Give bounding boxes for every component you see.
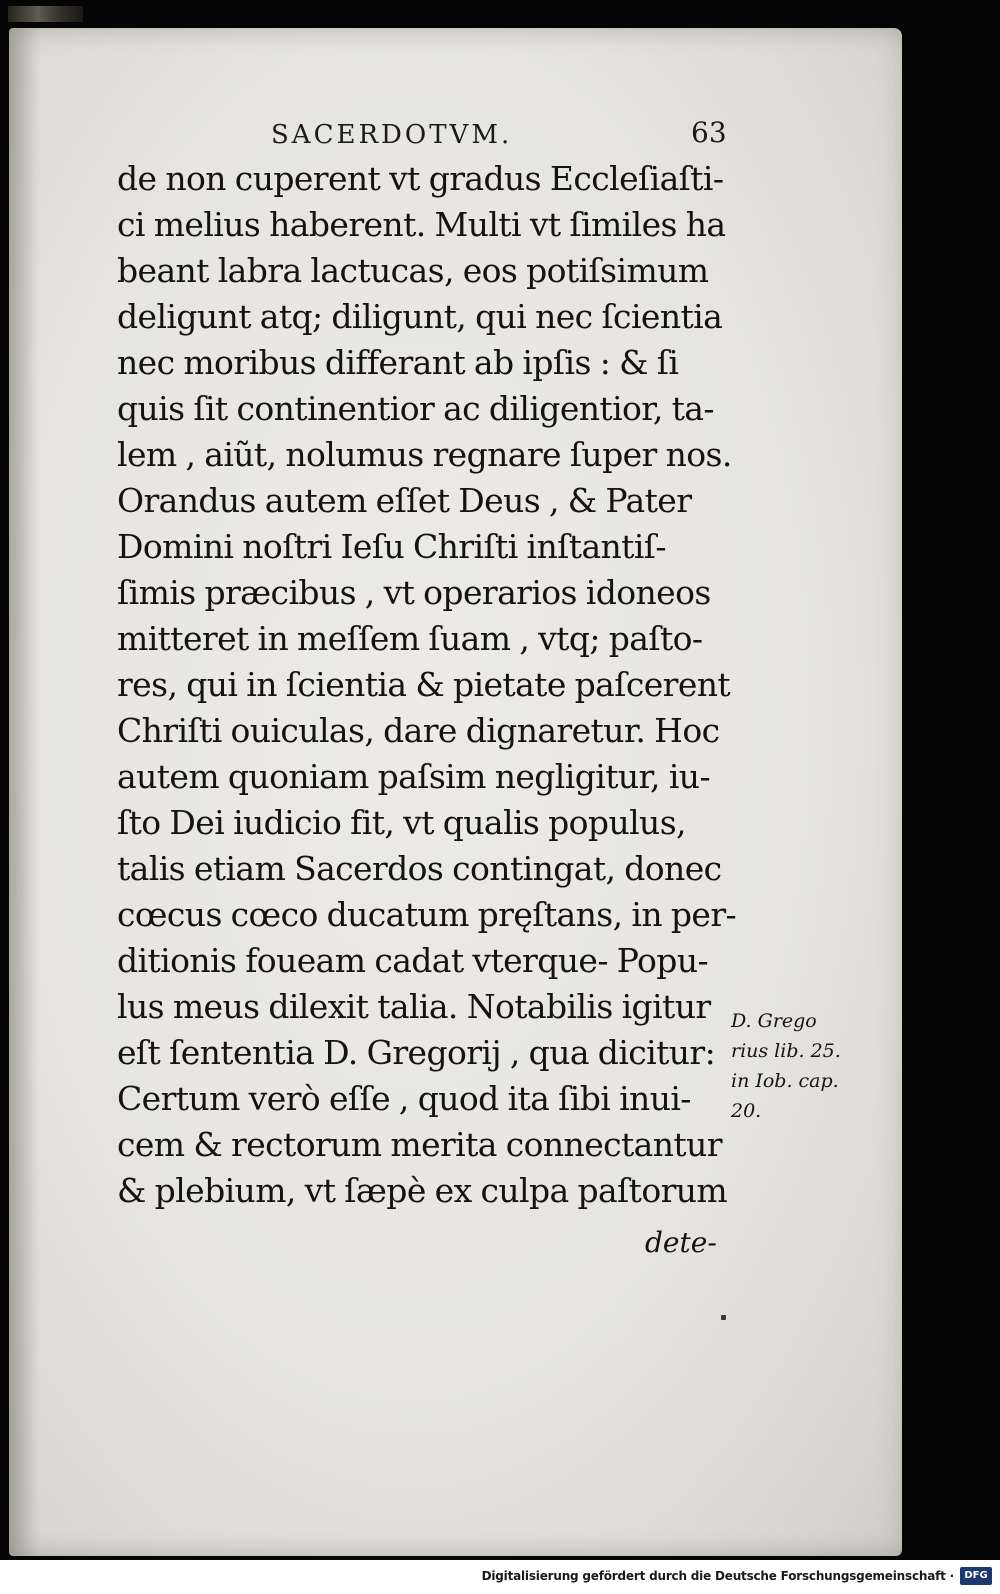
body-text — [117, 156, 737, 1214]
catchword: dete- — [645, 1226, 717, 1259]
text-line: autem quoniam paſsim negligitur, iu- — [117, 757, 710, 796]
text-line: cem & rectorum merita connectantur — [117, 1125, 722, 1164]
text-line: lus meus dilexit talia. Notabilis igitur — [117, 987, 711, 1026]
text-line: ſto Dei iudicio fit, vt qualis populus, — [117, 803, 686, 842]
text-line: beant labra lactucas, eos potiſsimum — [117, 251, 709, 290]
text-line: cœcus cœco ducatum pręſtans, in per- — [117, 895, 737, 934]
page-number: 63 — [691, 116, 727, 149]
text-line: deligunt atq; diligunt, qui nec ſcientia — [117, 297, 723, 336]
marginal-note-line: rius lib. 25. — [731, 1040, 841, 1062]
text-line: nec moribus differant ab ipſis : & ſi — [117, 343, 679, 382]
ink-speck — [721, 1315, 726, 1320]
text-line: ſimis præcibus , vt operarios idoneos — [117, 573, 711, 612]
text-line: Chriſti ouiculas, dare dignaretur. Hoc — [117, 711, 720, 750]
text-line: talis etiam Sacerdos contingat, donec — [117, 849, 722, 888]
binding-tape — [8, 6, 83, 22]
text-line: ditionis foueam cadat vterque- Popu- — [117, 941, 709, 980]
text-line: Orandus autem eſſet Deus , & Pater — [117, 481, 692, 520]
text-line: Domini noſtri Ieſu Chriſti inſtantiſ- — [117, 527, 666, 566]
marginal-note-line: D. Grego — [731, 1010, 817, 1032]
dfg-logo: DFG — [960, 1567, 992, 1585]
text-line: & plebium, vt ſæpè ex culpa paſtorum — [117, 1171, 728, 1210]
footer-bar — [0, 1560, 1000, 1594]
footer-credit: Digitalisierung gefördert durch die Deutsche Forschungsgemeinschaft · — [481, 1569, 954, 1583]
running-head: SACERDOTVM. — [271, 120, 513, 150]
text-line: ci melius haberent. Multi vt ſimiles ha — [117, 205, 726, 244]
text-line: de non cuperent vt gradus Eccleſiaſti- — [117, 159, 724, 198]
gutter-shadow — [9, 28, 39, 1556]
text-line: eſt ſententia D. Gregorij , qua dicitur: — [117, 1033, 716, 1072]
text-line: res, qui in ſcientia & pietate paſcerent — [117, 665, 731, 704]
marginal-note — [731, 1006, 841, 1126]
text-line: Certum verò eſſe , quod ita ſibi inui- — [117, 1079, 691, 1118]
marginal-note-line: in Iob. cap. — [731, 1070, 839, 1092]
marginal-note-line: 20. — [731, 1100, 762, 1122]
text-line: quis ſit continentior ac diligentior, ta- — [117, 389, 714, 428]
book-page — [9, 28, 902, 1556]
text-line: lem , aiũt, nolumus regnare ſuper nos. — [117, 435, 732, 474]
text-line: mitteret in meſſem ſuam , vtq; paſto- — [117, 619, 703, 658]
